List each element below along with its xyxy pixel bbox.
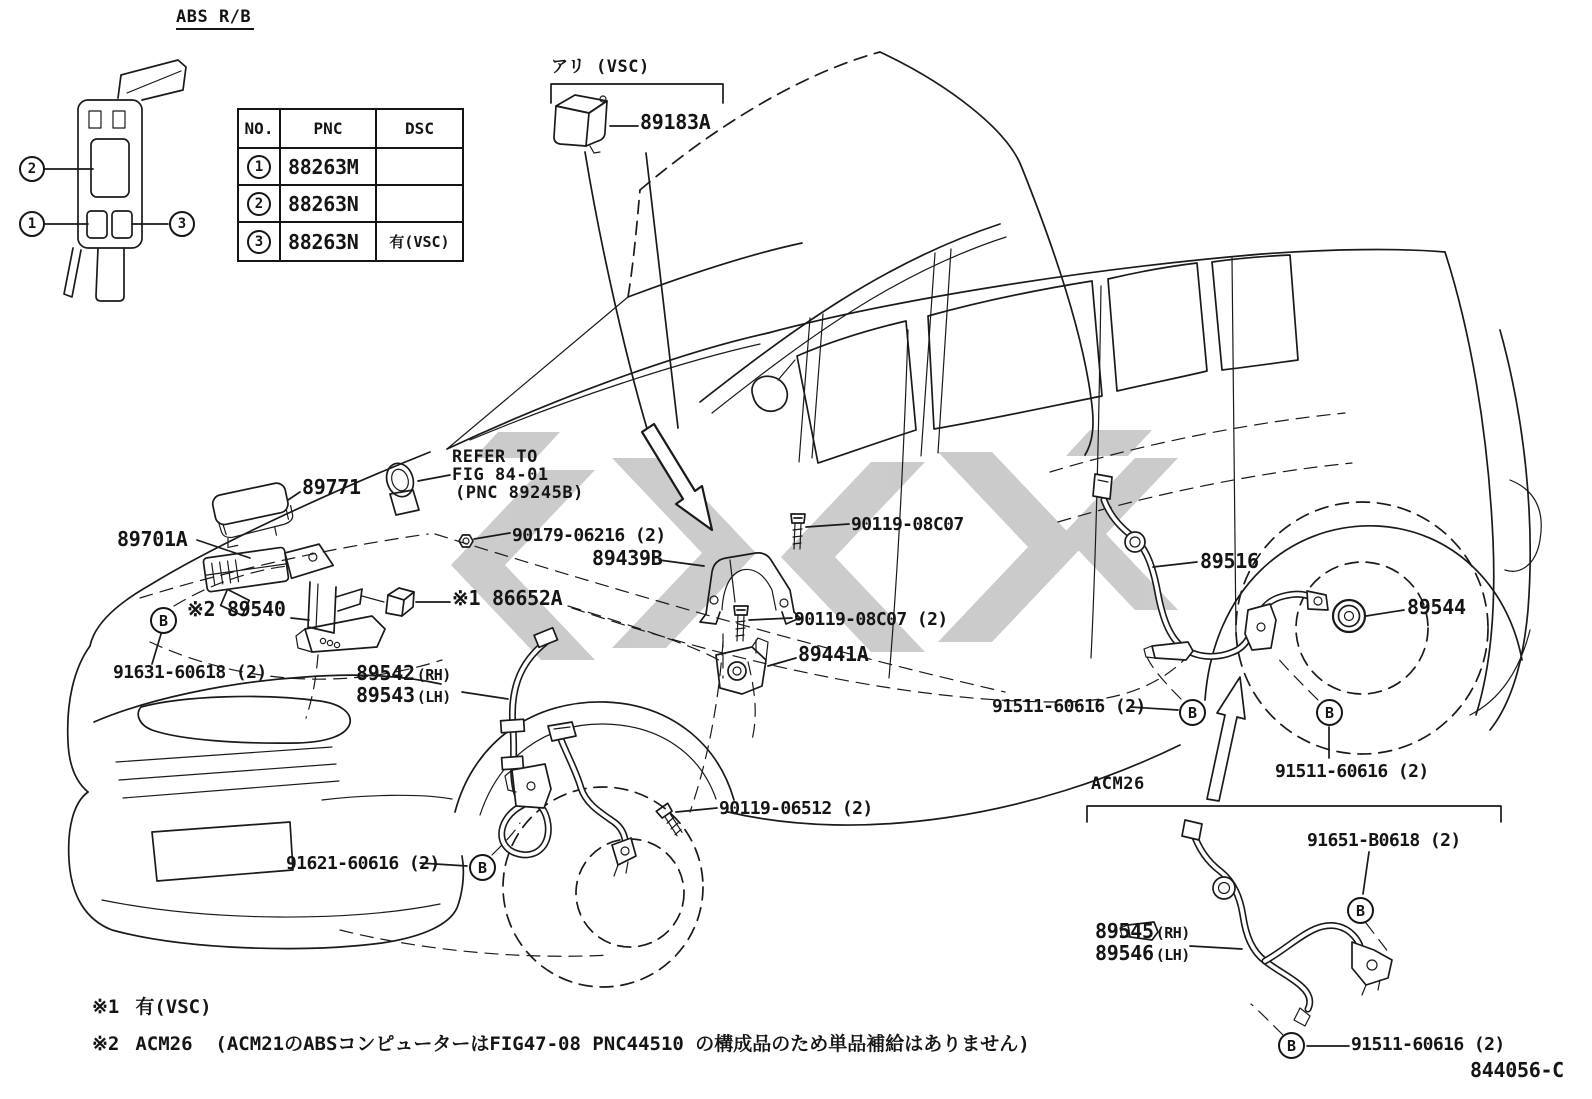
part-number-91621-60616: 91621-60616 (2) xyxy=(286,853,440,874)
fuse-cover-89771-drawing xyxy=(211,481,300,549)
rotor-89544-drawing xyxy=(1333,600,1404,632)
part-number-89545 xyxy=(1095,921,1190,942)
callout-3: 3 xyxy=(169,211,195,237)
relay-86652A-drawing xyxy=(362,588,450,616)
part-number-89544: 89544 xyxy=(1407,595,1466,619)
part-number-91511-left: 91511-60616 (2) xyxy=(992,696,1146,717)
part-number-89441A: 89441A xyxy=(798,642,869,666)
refer-line-2: FIG 84-01 xyxy=(452,465,549,486)
side-suffix: (LH) xyxy=(416,688,451,706)
side-suffix: (RH) xyxy=(416,666,451,684)
row-number-badge: 3 xyxy=(247,230,271,254)
part-number-text: 89545 xyxy=(1095,919,1154,943)
part-number-89546 xyxy=(1095,943,1190,964)
table-header-no: NO. xyxy=(239,110,281,149)
bracket-89540-drawing xyxy=(291,582,385,652)
part-number-91511-right: 91511-60616 (2) xyxy=(1275,761,1429,782)
table-cell-pnc: 88263M xyxy=(281,149,377,186)
part-number-86652A: ※1 86652A xyxy=(452,586,563,610)
footnote-text: ACM26 (ACM21のABSコンピューターはFIG47-08 PNC44510 の構成品のため単品補給はありません) xyxy=(135,1033,1030,1055)
refer-line-1: REFER TO xyxy=(452,447,538,467)
part-number-89543 xyxy=(356,685,451,706)
table-cell-no xyxy=(239,223,281,260)
footnote-2 xyxy=(92,1029,1030,1056)
table-cell-dsc xyxy=(377,186,462,223)
table-header-dsc: DSC xyxy=(377,110,462,149)
fastener-marker-b4: B xyxy=(1316,699,1343,726)
part-number-text: 89546 xyxy=(1095,941,1154,965)
part-number-text: 89542 xyxy=(356,661,415,685)
part-number-91651-B0618: 91651-B0618 (2) xyxy=(1307,830,1461,851)
row-number-badge: 1 xyxy=(247,155,271,179)
vsc-bracket-label: アリ (VSC) xyxy=(551,57,650,77)
refer-line-3: (PNC 89245B) xyxy=(455,483,584,504)
footnote-ref: ※1 xyxy=(92,996,120,1018)
table-cell-dsc xyxy=(377,149,462,186)
part-number-90179-06216: 90179-06216 (2) xyxy=(512,525,666,546)
part-number-89540: ※2 89540 xyxy=(187,597,286,621)
part-number-89542 xyxy=(356,663,451,684)
table-cell-no xyxy=(239,149,281,186)
part-number-90119-06512: 90119-06512 (2) xyxy=(719,798,873,819)
footnote-1 xyxy=(92,992,212,1019)
abs-rb-title: ABS R/B xyxy=(176,8,254,30)
side-suffix: (RH) xyxy=(1155,924,1190,942)
table-cell-dsc: 有(VSC) xyxy=(389,233,450,251)
part-number-89516: 89516 xyxy=(1200,549,1259,573)
table-cell-no xyxy=(239,186,281,223)
dashed-routing-lines xyxy=(140,534,1389,1035)
callout-2: 2 xyxy=(19,156,45,182)
part-number-90119-08C07-mid: 90119-08C07 (2) xyxy=(794,609,948,630)
part-number-text: 89543 xyxy=(356,683,415,707)
inset-title-acm26: ACM26 xyxy=(1091,774,1145,794)
part-number-89701A: 89701A xyxy=(117,527,188,551)
footnote-ref: ※2 xyxy=(92,1033,120,1055)
fastener-marker-b1: B xyxy=(150,607,177,634)
part-number-89771: 89771 xyxy=(302,475,361,499)
part-number-91511-inset: 91511-60616 (2) xyxy=(1351,1034,1505,1055)
abs-relay-box-drawing xyxy=(45,60,186,301)
table-cell-pnc: 88263N xyxy=(281,223,377,260)
part-number-90119-08C07-top: 90119-08C07 xyxy=(851,514,964,535)
fastener-marker-b5: B xyxy=(1347,897,1374,924)
fastener-marker-b2: B xyxy=(469,854,496,881)
part-number-89439B: 89439B xyxy=(592,546,663,570)
footnote-text: 有(VSC) xyxy=(135,996,212,1018)
refer-to-note xyxy=(452,448,584,502)
drawing-number: 844056-C xyxy=(1470,1058,1564,1082)
row-number-badge: 2 xyxy=(247,192,271,216)
table-header-pnc: PNC xyxy=(281,110,377,149)
callout-1: 1 xyxy=(19,211,45,237)
table-cell-pnc: 88263N xyxy=(281,186,377,223)
inset-reference-arrow xyxy=(1207,677,1245,801)
part-number-91631-60618: 91631-60618 (2) xyxy=(113,662,267,683)
side-suffix: (LH) xyxy=(1155,946,1190,964)
fastener-marker-b3: B xyxy=(1179,699,1206,726)
fastener-marker-b6: B xyxy=(1278,1032,1305,1059)
abs-rb-table xyxy=(237,108,464,262)
part-number-89183A: 89183A xyxy=(640,110,711,134)
